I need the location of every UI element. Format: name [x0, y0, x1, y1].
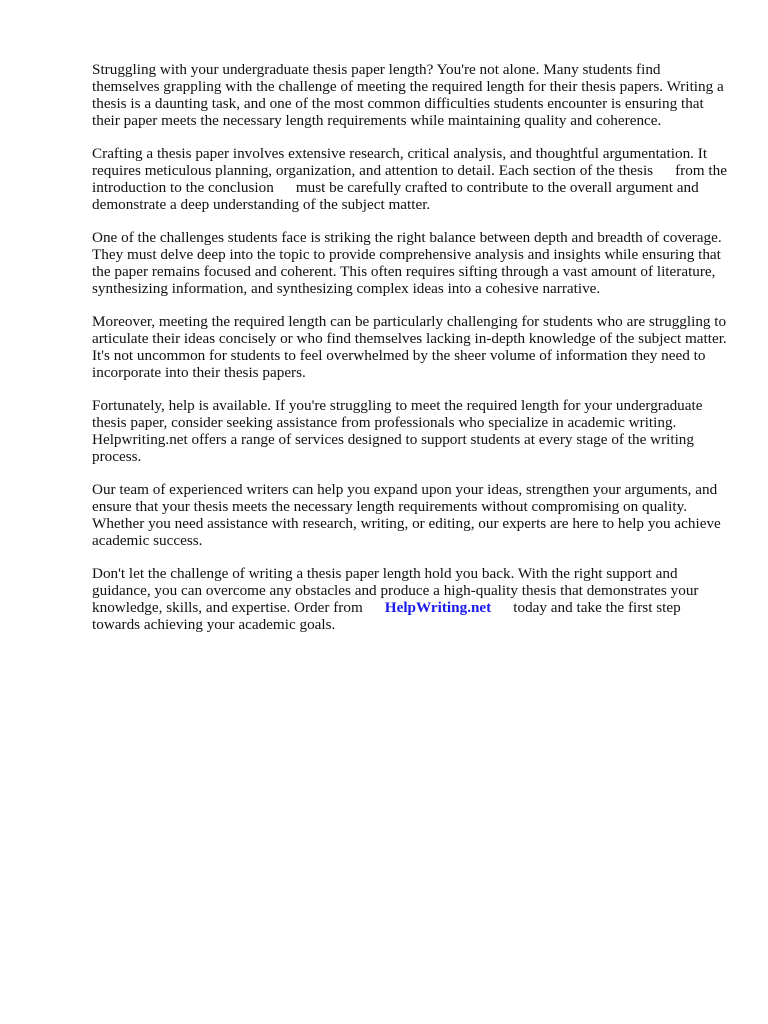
paragraph-2	[92, 145, 728, 213]
paragraph-2-part-1: Crafting a thesis paper involves extensive research, critical analysis, and thoughtful argumentation. It requires meticulous planning, organization, and attention to detail. Each section of the thesis	[92, 145, 708, 179]
paragraph-7-after-link: today and take the first step towards achieving your academic goals.	[92, 599, 681, 633]
paragraph-3: One of the challenges students face is striking the right balance between depth and breadth of coverage. They must delve deep into the topic to provide comprehensive analysis and insights while ensuring that the paper remains focused and coherent. This often requires sifting through a vast amount of literature, synthesizing information, and synthesizing complex ideas into a cohesive narrative.	[92, 229, 722, 297]
paragraph-2-part-3: must be carefully crafted to contribute to the overall argument and demonstrate a deep understanding of the subject matter.	[92, 179, 699, 213]
paragraph-5: Fortunately, help is available. If you're struggling to meet the required length for your undergraduate thesis paper, consider seeking assistance from professionals who specialize in academic writing. Helpwriting.net offers a range of services designed to support students at every stage of the writing process.	[92, 397, 703, 465]
document-body	[92, 61, 728, 649]
paragraph-2-part-2: from the introduction to the conclusion	[92, 162, 727, 196]
paragraph-7	[92, 565, 728, 633]
paragraph-4: Moreover, meeting the required length can be particularly challenging for students who are struggling to articulate their ideas concisely or who find themselves lacking in-depth knowledge of the subject matter. It's not uncommon for students to feel overwhelmed by the sheer volume of information they need to incorporate into their thesis papers.	[92, 313, 727, 381]
paragraph-6: Our team of experienced writers can help you expand upon your ideas, strengthen your arguments, and ensure that your thesis meets the necessary length requirements without compromising on quality. Whether you need assistance with research, writing, or editing, our experts are here to help you achieve academic success.	[92, 481, 721, 549]
paragraph-1: Struggling with your undergraduate thesis paper length? You're not alone. Many students find themselves grappling with the challenge of meeting the required length for their thesis papers. Writing a thesis is a daunting task, and one of the most common difficulties students encounter is ensuring that their paper meets the necessary length requirements while maintaining quality and coherence.	[92, 61, 724, 129]
paragraph-7-before-link: Don't let the challenge of writing a thesis paper length hold you back. With the right support and guidance, you can overcome any obstacles and produce a high-quality thesis that demonstrates your knowledge, skills, and expertise. Order from	[92, 565, 699, 616]
helpwriting-link[interactable]: HelpWriting.net	[384, 599, 492, 616]
